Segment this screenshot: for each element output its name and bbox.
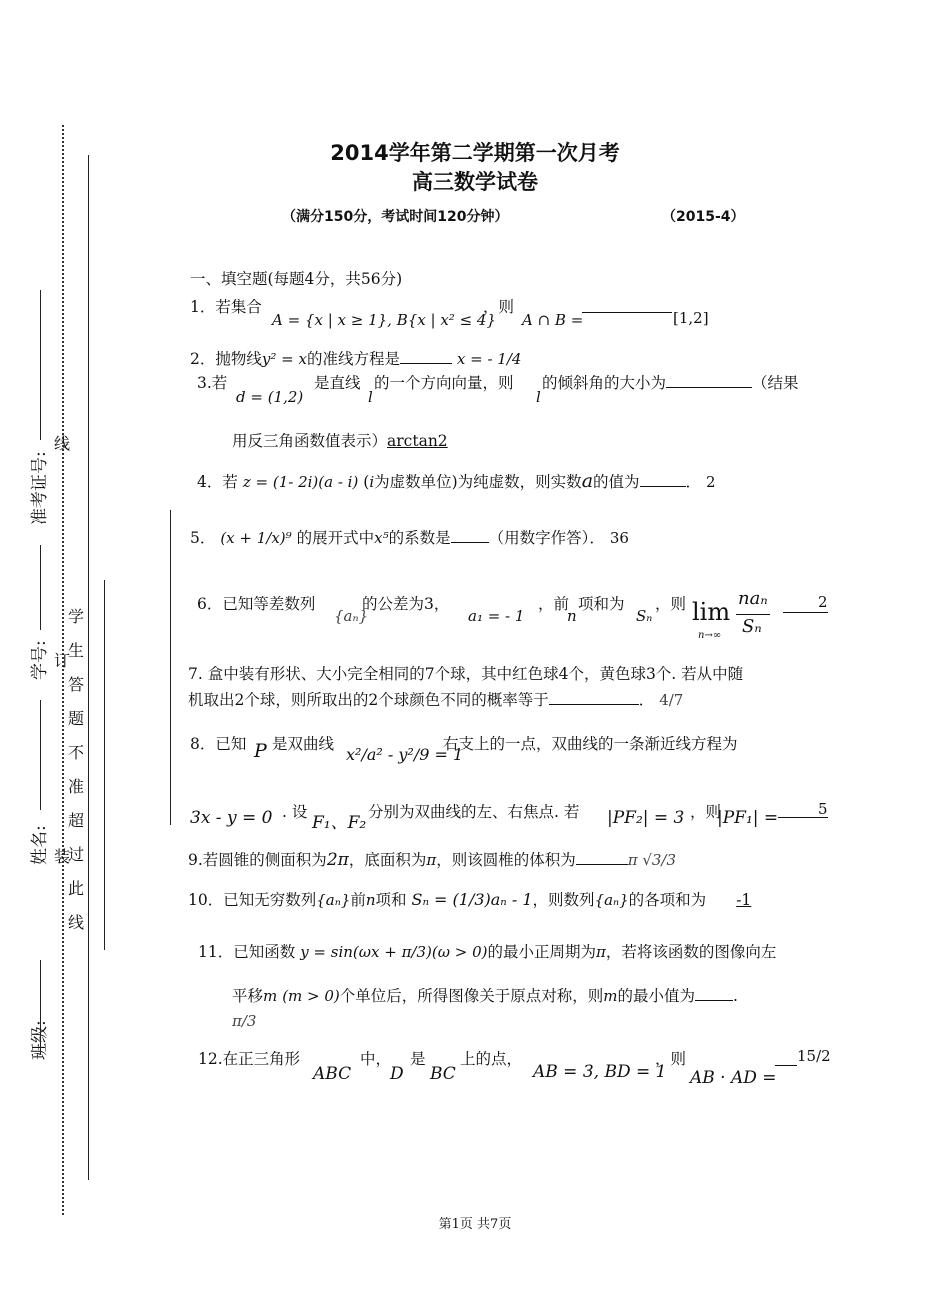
binding-zhuang: 装 (53, 847, 70, 866)
q1-expr: A ∩ B = (522, 311, 584, 329)
q7-answer: 4/7 (659, 691, 684, 709)
q6-blank (783, 612, 828, 613)
question-12: 12.在正三角形 (198, 1050, 301, 1068)
q12-text-a: 中， (360, 1050, 392, 1068)
q4-answer: 2 (705, 473, 716, 491)
question-11-line2: 平移m (m > 0)个单位后，所得图像关于原点对称，则m的最小值为 . (232, 987, 738, 1005)
q12-bc: BC (430, 1064, 456, 1084)
q10-answer: -1 (736, 891, 752, 909)
question-1: 1．若集合 (190, 298, 262, 316)
exam-title: 2014学年第二学期第一次月考 (330, 141, 620, 165)
q11-answer: π/3 (232, 1012, 257, 1030)
binding-ding: 订 (53, 651, 70, 670)
question-9: 9.若圆锥的侧面积为2π，底面积为π，则该圆椎的体积为 π √3/3 (188, 850, 677, 870)
q3-line-l: l (368, 388, 373, 406)
margin-rule-right (104, 580, 105, 950)
question-5: 5． (x + 1/x)⁹ 的展开式中x⁵的系数是 （用数字作答）． 36 (190, 529, 629, 547)
q6-limit: lim n→∞ naₙ Sₙ (692, 590, 774, 650)
question-6: 6．已知等差数列 (197, 595, 316, 613)
q3-text-a: 是直线 (314, 374, 361, 392)
question-7-line1: 7. 盒中装有形状、大小完全相同的7个球，其中红色球4个，黄色球3个. 若从中随 (188, 665, 744, 683)
q3-text-b: 的一个方向向量，则 (374, 374, 514, 392)
q10-expr: Sₙ = (1/3)aₙ - 1 (411, 890, 533, 909)
id-underline (40, 545, 41, 630)
q12-d: D (390, 1064, 404, 1084)
name-underline (40, 700, 41, 810)
margin-rule-left (88, 155, 89, 1180)
name-label: 姓名: (30, 825, 50, 865)
question-11: 11．已知函数 y = sin(ωx + π/3)(ω > 0)的最小正周期为π，若将该函数的图像向左 (198, 943, 777, 961)
question-2: 2．抛物线y² = x的准线方程是 x = - 1/4 (190, 350, 522, 368)
question-10: 10．已知无穷数列{aₙ}前n项和 Sₙ = (1/3)aₙ - 1，则数列{aₙ}的各项和为 -1 (188, 890, 752, 909)
q6-a1: a₁ = - 1 (468, 607, 525, 625)
exam-no-underline (40, 290, 41, 440)
content-rule (170, 510, 171, 825)
q7-blank (549, 704, 639, 705)
q8-hyperbola: x²/a² - y²/9 = 1 (346, 745, 464, 764)
q6-sn: Sₙ (636, 607, 653, 625)
q6-diff: 的公差为3， (362, 595, 450, 613)
section-heading: 一、填空题(每题4分，共56分) (190, 270, 403, 288)
q8-pf2: |PF₂| = 3 (607, 808, 685, 828)
exam-no-label: 准考证号: (30, 451, 50, 525)
q1-then: ，则 (483, 298, 515, 316)
q1-sets: A = {x | x ≥ 1}, B{x | x² ≤ 4} (272, 311, 496, 329)
q8-pf1: |PF₁| = (717, 808, 779, 828)
q3-blank (666, 387, 752, 388)
q3-text-c: 的倾斜角的大小为 （结果 (542, 374, 799, 392)
q8-text-d: 分别为双曲线的左、右焦点. 若 (368, 803, 580, 821)
q5-blank (451, 542, 489, 543)
q8-p: P (254, 740, 267, 762)
q12-text-b: 是 (410, 1050, 426, 1068)
q12-text-c: 上的点， (460, 1050, 523, 1068)
q9-blank (576, 864, 628, 865)
student-id-label: 学号: (30, 640, 50, 680)
q8-asymptote: 3x - y = 0 (190, 808, 273, 828)
q6-seq: {aₙ} (334, 607, 369, 625)
q12-text-d: ，则 (655, 1050, 687, 1068)
exam-date: （2015-4） (662, 209, 745, 225)
q1-blank (582, 312, 672, 313)
q9-answer: π √3/3 (627, 851, 677, 869)
q11-expr: y = sin(ωx + π/3)(ω > 0) (300, 943, 488, 961)
q2-answer: x = - 1/4 (456, 350, 522, 368)
q8-text-a: 是双曲线 (272, 735, 335, 753)
q5-answer: 36 (609, 529, 629, 547)
q12-abc: ABC (313, 1064, 352, 1084)
binding-xian: 线 (53, 434, 70, 453)
page-footer: 第1页 共7页 (438, 1217, 512, 1232)
exam-info: （满分150分，考试时间120分钟） (282, 209, 509, 225)
q8-foci: F₁、F₂ (312, 813, 367, 833)
q6-text-a: ，前 (538, 595, 570, 613)
q3-line-l2: l (536, 388, 541, 406)
q6-n: n (567, 607, 577, 625)
q8-answer: 5 (818, 800, 828, 818)
q6-text-b: 项和为 (578, 595, 625, 613)
q12-blank (775, 1065, 797, 1066)
question-4: 4．若 z = (1- 2i)(a - i) (i为虚数单位)为纯虚数，则实数a的值为 ． 2 (197, 470, 716, 492)
q3-vector: d = (1,2) (236, 388, 304, 406)
margin-notice: 学生答题不准超过此线 (67, 607, 84, 932)
q3-answer: arctan2 (387, 432, 448, 450)
q8-text-b: 右支上的一点，双曲线的一条渐近线方程为 (443, 735, 738, 753)
q12-expr: AB · AD = (690, 1068, 777, 1088)
question-3: 3.若 (197, 374, 228, 392)
q6-answer: 2 (818, 593, 828, 611)
q8-text-c: . 设 (282, 803, 308, 821)
q6-text-c: ，则 (655, 595, 687, 613)
q1-answer: [1,2] (673, 309, 709, 327)
q2-blank (400, 363, 452, 364)
q8-text-e: ，则 (690, 803, 722, 821)
q5-expr: (x + 1/x)⁹ (220, 529, 292, 547)
question-8: 8．已知 (190, 735, 247, 753)
q12-answer: 15/2 (797, 1047, 831, 1065)
q4-blank (640, 486, 686, 487)
question-7-line2: 机取出2个球，则所取出的2个球颜色不同的概率等于 ． 4/7 (188, 691, 684, 709)
q3-line2: 用反三角函数值表示）arctan2 (232, 432, 448, 450)
exam-subtitle: 高三数学试卷 (412, 170, 538, 194)
q11-blank (695, 1000, 733, 1001)
q12-cond: AB = 3, BD = 1 (533, 1062, 667, 1082)
class-label: 班级: (30, 1020, 50, 1060)
class-underline (40, 960, 41, 1055)
